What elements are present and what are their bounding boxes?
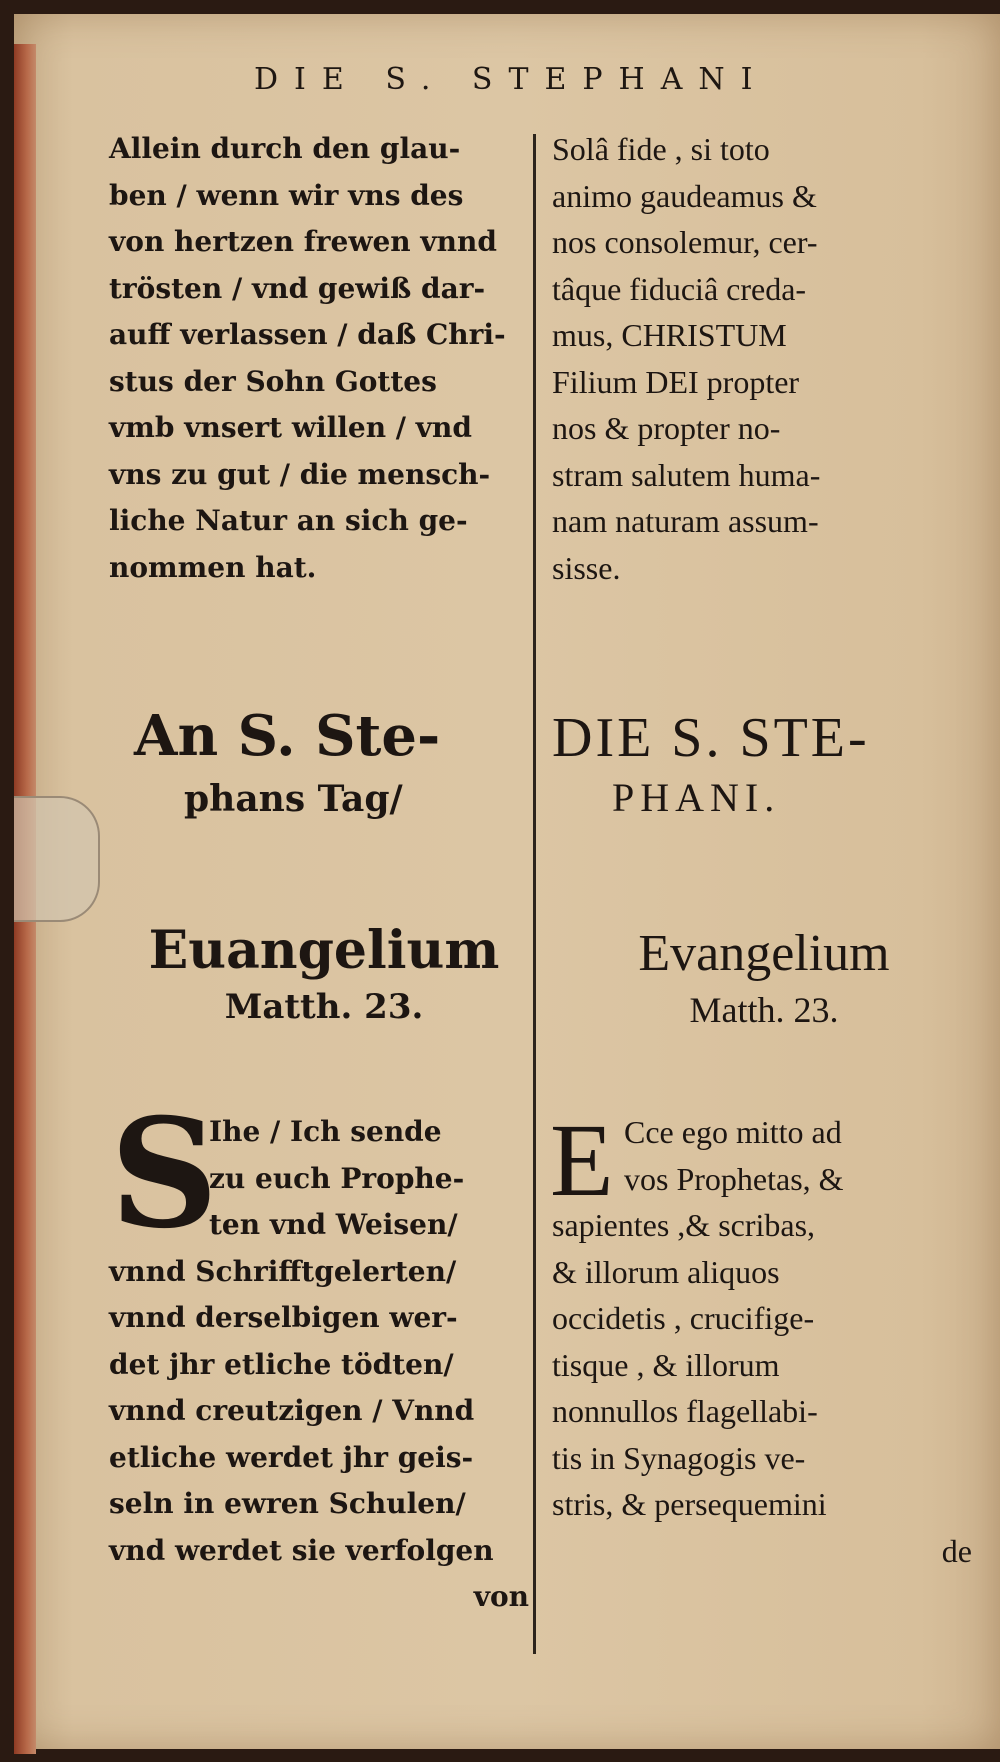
text-line: vnnd derselbigen wer-	[109, 1301, 458, 1334]
text-line: vnnd Schrifftgelerten/	[109, 1254, 457, 1288]
text-line: Solâ fide , si toto	[552, 131, 770, 167]
text-line: trösten / vnd gewiß dar-	[109, 271, 486, 305]
latin-gospel-text	[550, 1103, 972, 1574]
page	[14, 14, 1000, 1749]
german-gospel-title: Euangelium	[148, 920, 500, 981]
text-line: vnd werdet sie verfolgen	[109, 1533, 494, 1567]
text-line: vos Prophetas, &	[624, 1160, 844, 1197]
german-top-paragraph	[109, 126, 529, 591]
text-line: mus, CHRISTUM	[552, 317, 787, 353]
text-line: liche Natur an sich ge-	[109, 504, 468, 537]
text-line: Ihe / Ich sende	[209, 1115, 442, 1148]
latin-title-line2: PHANI.	[612, 775, 781, 820]
text-line: nos consolemur, cer-	[552, 224, 818, 260]
text-line: sisse.	[552, 549, 621, 586]
text-line: tis in Synagogis ve-	[552, 1439, 806, 1476]
german-title-line2: phans Tag/	[184, 778, 403, 820]
text-line: sapientes ,& scribas,	[552, 1207, 816, 1243]
text-line: von hertzen frewen vnnd	[109, 225, 497, 258]
text-line: stris, & persequemini	[552, 1486, 827, 1522]
text-line: animo gaudeamus &	[552, 177, 817, 214]
running-header: DIE S. STEPHANI	[254, 62, 769, 97]
text-line: Allein durch den glau-	[109, 132, 461, 165]
latin-gospel-title: Evangelium	[638, 925, 890, 982]
text-line: ten vnd Weisen/	[209, 1208, 458, 1241]
text-line: Filium DEI propter	[552, 363, 800, 400]
german-gospel-reference: Matth. 23.	[224, 987, 424, 1027]
german-catchword: von	[473, 1580, 529, 1613]
german-feast-title	[134, 704, 514, 830]
text-line: nos & propter no-	[552, 410, 781, 446]
text-line: nam naturam assum-	[552, 503, 819, 539]
text-line: & illorum aliquos	[552, 1253, 780, 1290]
text-line: stus der Sohn Gottes	[109, 364, 437, 398]
text-line: tâque fiduciâ creda-	[552, 270, 807, 307]
text-line: occidetis , crucifige-	[552, 1300, 815, 1336]
text-line: zu euch Prophe-	[209, 1161, 465, 1195]
text-line: vnnd creutzigen / Vnnd	[109, 1394, 475, 1427]
latin-top-paragraph	[552, 126, 972, 591]
latin-feast-title	[552, 708, 972, 828]
german-title-line1: An S. Ste-	[134, 703, 441, 769]
page-clip	[14, 796, 100, 922]
latin-drop-cap: E	[550, 1103, 614, 1218]
text-line: Cce ego mitto ad	[624, 1114, 842, 1150]
german-gospel-heading	[124, 919, 524, 1031]
column-divider	[533, 134, 536, 1654]
text-line: stram salutem huma-	[552, 456, 821, 493]
text-line: det jhr etliche tödten/	[109, 1347, 454, 1381]
latin-indented-lines	[552, 1109, 972, 1202]
latin-gospel-reference: Matth. 23.	[689, 990, 839, 1030]
text-line: seln in ewren Schulen/	[109, 1487, 466, 1520]
text-line: ben / wenn wir vns des	[109, 178, 464, 212]
text-line: tisque , & illorum	[552, 1346, 780, 1383]
text-line: auff verlassen / daß Chri-	[109, 318, 506, 351]
german-gospel-text	[109, 1109, 529, 1621]
latin-catchword: de	[941, 1532, 972, 1569]
german-drop-cap: S	[110, 1086, 219, 1262]
latin-title-line1: DIE S. STE-	[552, 707, 870, 769]
text-line: etliche werdet jhr geis-	[109, 1440, 474, 1474]
text-line: nommen hat.	[109, 550, 317, 584]
text-line: vns zu gut / die mensch-	[109, 457, 491, 491]
text-line: vmb vnsert willen / vnd	[109, 411, 472, 444]
german-body-lines	[109, 1249, 529, 1575]
text-line: nonnullos flagellabi-	[552, 1393, 818, 1429]
latin-body-lines	[552, 1202, 972, 1528]
latin-gospel-heading	[554, 922, 974, 1034]
german-indented-lines	[109, 1109, 529, 1249]
